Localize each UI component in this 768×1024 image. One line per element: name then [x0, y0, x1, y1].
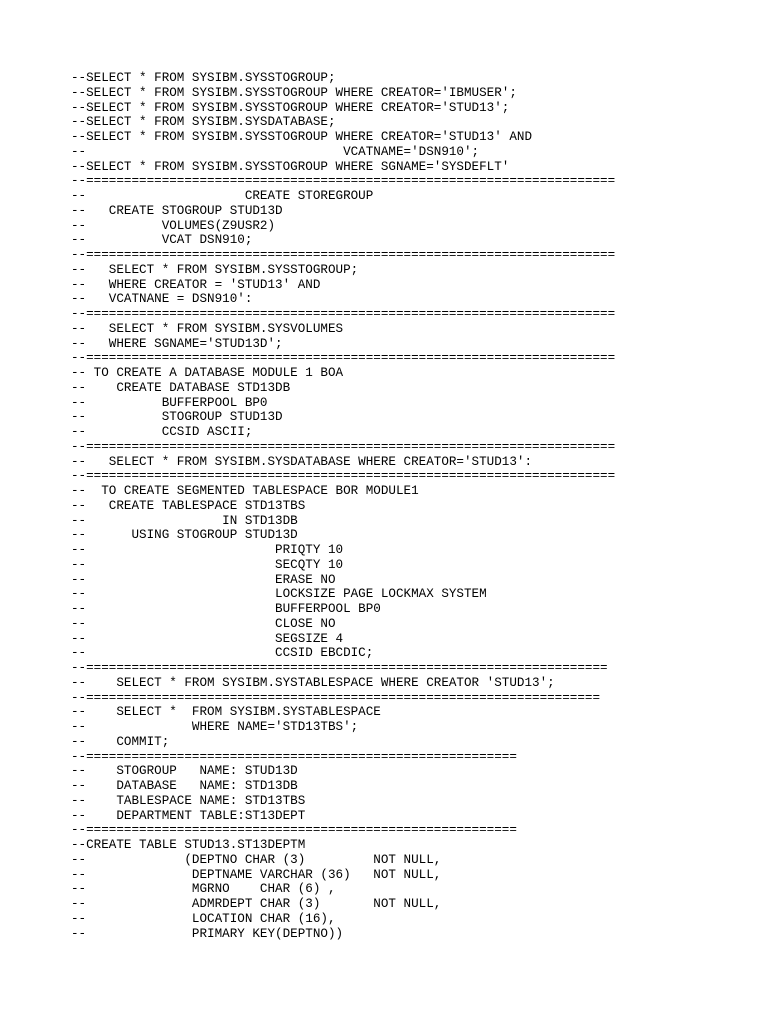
code-line: --CREATE TABLE STUD13.ST13DEPTM [71, 838, 306, 852]
code-line: -- SELECT * FROM SYSIBM.SYSSTOGROUP; [71, 262, 359, 277]
code-line: --========================================================= [71, 823, 517, 838]
code-line: -- VCATNAME='DSN910'; [71, 144, 480, 159]
code-line: -- ERASE NO [71, 572, 336, 587]
code-line: --===================================================================== [71, 661, 608, 675]
code-line: -- CREATE TABLESPACE STD13TBS [71, 498, 306, 513]
code-line: -- DATABASE NAME: STD13DB [71, 779, 298, 793]
code-line: -- LOCATION CHAR (16), [71, 911, 336, 926]
code-line: -- DEPARTMENT TABLE:ST13DEPT [71, 808, 306, 823]
code-line: -- ADMRDEPT CHAR (3) NOT NULL, [71, 897, 442, 911]
code-line: --====================================================================== [71, 248, 616, 262]
code-line: --====================================================================== [71, 469, 616, 484]
code-line: -- (DEPTNO CHAR (3) NOT NULL, [71, 852, 442, 867]
code-line: -- CREATE DATABASE STD13DB [71, 380, 291, 395]
code-line: -- PRIQTY 10 [71, 543, 344, 557]
code-line: -- BUFFERPOOL BP0 [71, 395, 268, 410]
code-line: -- SELECT * FROM SYSIBM.SYSDATABASE WHERE CREATOR='STUD13': [71, 454, 533, 469]
code-line: --====================================================================== [71, 174, 616, 189]
code-line: -- VCAT DSN910; [71, 233, 253, 248]
code-line: -- DEPTNAME VARCHAR (36) NOT NULL, [71, 867, 442, 882]
code-line: -- VCATNANE = DSN910': [71, 292, 253, 307]
code-line: -- LOCKSIZE PAGE LOCKMAX SYSTEM [71, 587, 487, 602]
code-line: -- VOLUMES(Z9USR2) [71, 218, 276, 233]
code-line: -- CCSID EBCDIC; [71, 646, 374, 661]
code-line: -- CREATE STOREGROUP [71, 189, 374, 203]
code-line: -- WHERE NAME='STD13TBS'; [71, 720, 359, 734]
code-line: -- USING STOGROUP STUD13D [71, 528, 298, 543]
code-line: -- CCSID ASCII; [71, 425, 253, 439]
code-line: -- WHERE SGNAME='STUD13D'; [71, 336, 283, 351]
code-line: -- TO CREATE A DATABASE MODULE 1 BOA [71, 366, 344, 380]
code-line: -- STOGROUP NAME: STUD13D [71, 764, 298, 779]
code-line: --====================================================================== [71, 307, 616, 321]
code-line: -- SEGSIZE 4 [71, 631, 344, 646]
code-line: -- SELECT * FROM SYSIBM.SYSTABLESPACE [71, 705, 381, 720]
code-line: -- CLOSE NO [71, 616, 336, 631]
code-line: --SELECT * FROM SYSIBM.SYSSTOGROUP WHERE CREATOR='STUD13' AND [71, 130, 533, 144]
code-line: --==================================================================== [71, 690, 601, 705]
code-line: --SELECT * FROM SYSIBM.SYSSTOGROUP; [71, 71, 336, 85]
code-line: -- MGRNO CHAR (6) , [71, 882, 336, 897]
code-line: -- TO CREATE SEGMENTED TABLESPACE BOR MODULE1 [71, 484, 419, 498]
code-line: -- SELECT * FROM SYSIBM.SYSTABLESPACE WHERE CREATOR 'STUD13'; [71, 675, 555, 690]
code-line: -- STOGROUP STUD13D [71, 410, 283, 425]
code-line: -- TABLESPACE NAME: STD13TBS [71, 793, 306, 808]
code-line: --====================================================================== [71, 439, 616, 454]
sql-document [71, 71, 731, 941]
code-line: --SELECT * FROM SYSIBM.SYSDATABASE; [71, 115, 336, 130]
code-line: -- SELECT * FROM SYSIBM.SYSVOLUMES [71, 321, 344, 336]
code-line: -- IN STD13DB [71, 513, 298, 528]
code-line: -- CREATE STOGROUP STUD13D [71, 203, 283, 218]
code-line: --SELECT * FROM SYSIBM.SYSSTOGROUP WHERE CREATOR='IBMUSER'; [71, 85, 517, 100]
code-line: --====================================================================== [71, 351, 616, 366]
code-line: --========================================================= [71, 749, 517, 764]
code-line: --SELECT * FROM SYSIBM.SYSSTOGROUP WHERE CREATOR='STUD13'; [71, 100, 510, 115]
code-line: -- PRIMARY KEY(DEPTNO)) [71, 926, 344, 941]
code-line: -- COMMIT; [71, 734, 170, 749]
code-line: -- WHERE CREATOR = 'STUD13' AND [71, 277, 321, 292]
code-line: -- BUFFERPOOL BP0 [71, 602, 381, 616]
code-line: --SELECT * FROM SYSIBM.SYSSTOGROUP WHERE SGNAME='SYSDEFLT' [71, 159, 510, 174]
code-line: -- SECQTY 10 [71, 557, 344, 572]
